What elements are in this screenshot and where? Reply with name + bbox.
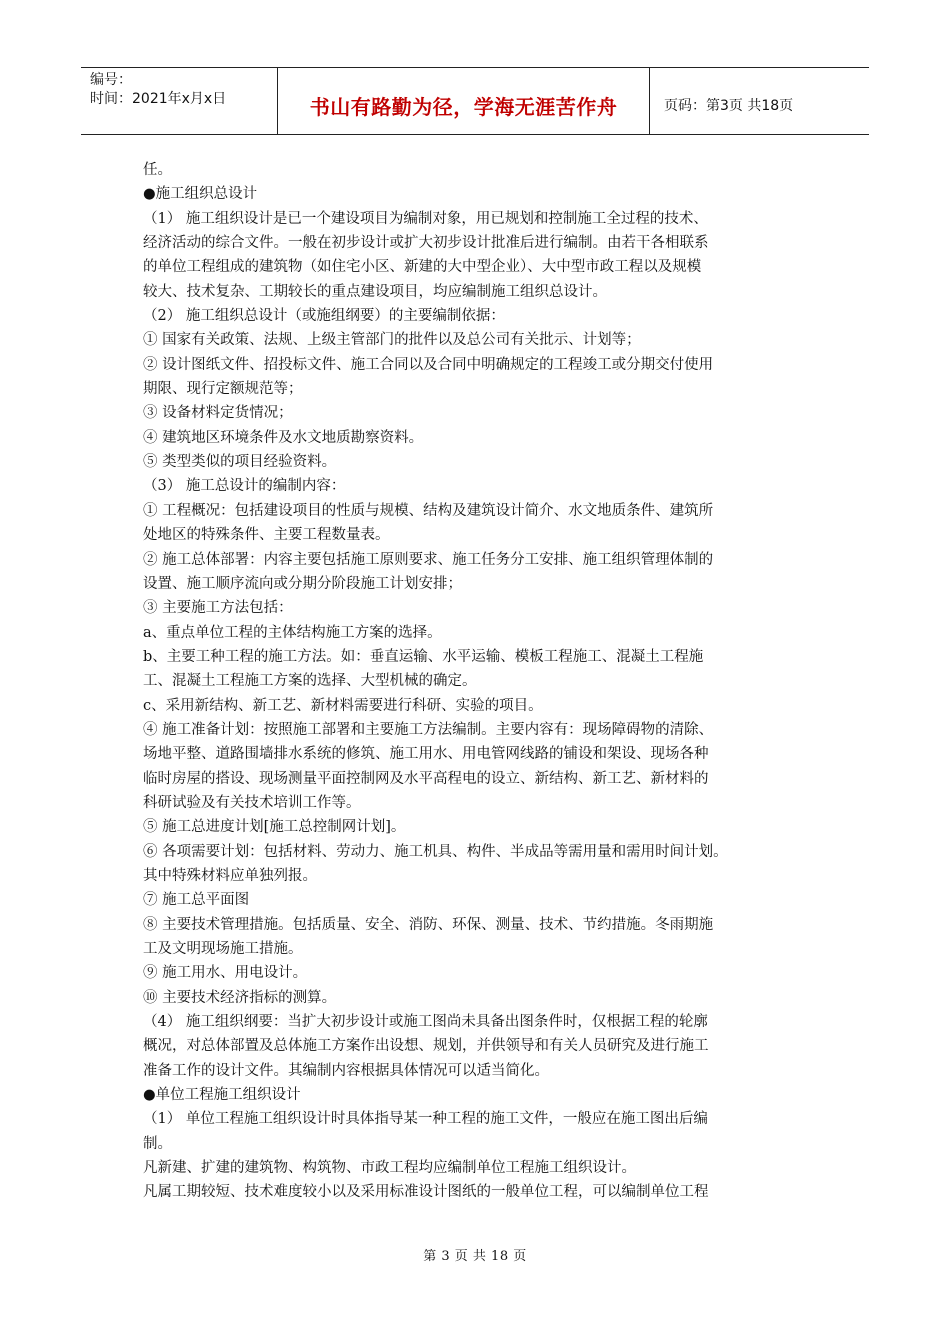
text-line: 处地区的特殊条件、主要工程数量表。 bbox=[143, 527, 390, 544]
text-line: ⑥ 各项需要计划：包括材料、劳动力、施工机具、构件、半成品等需用量和需用时间计划。 bbox=[143, 843, 728, 860]
text-line: 工、混凝土工程施工方案的选择、大型机械的确定。 bbox=[143, 673, 477, 690]
header-motto: 书山有路勤为径，学海无涯苦作舟 bbox=[278, 68, 650, 134]
text-line: （3） 施工总设计的编制内容： bbox=[143, 478, 346, 495]
text-line: ④ 施工准备计划：按照施工部署和主要施工方法编制。主要内容有：现场障碍物的清除、 bbox=[143, 721, 714, 738]
text-line: 其中特殊材料应单独列报。 bbox=[143, 867, 317, 884]
text-line: （4） 施工组织纲要：当扩大初步设计或施工图尚未具备出图条件时，仅根据工程的轮廓 bbox=[143, 1014, 708, 1031]
text-line: ② 施工总体部署：内容主要包括施工原则要求、施工任务分工安排、施工组织管理体制的 bbox=[143, 551, 714, 568]
text-line: 设置、施工顺序流向或分期分阶段施工计划安排； bbox=[143, 575, 462, 592]
text-line: ⑤ 类型类似的项目经验资料。 bbox=[143, 454, 337, 471]
text-line: ⑧ 主要技术管理措施。包括质量、安全、消防、环保、测量、技术、节约措施。冬雨期施 bbox=[143, 916, 714, 933]
text-line: （2） 施工组织总设计（或施组纲要）的主要编制依据： bbox=[143, 308, 505, 325]
text-line: 制。 bbox=[143, 1135, 172, 1152]
text-line: ●单位工程施工组织设计 bbox=[143, 1087, 301, 1104]
page-footer: 第 3 页 共 18 页 bbox=[423, 1249, 527, 1264]
text-line: ① 工程概况：包括建设项目的性质与规模、结构及建筑设计简介、水文地质条件、建筑所 bbox=[143, 502, 714, 519]
text-line: 准备工作的设计文件。其编制内容根据具体情况可以适当简化。 bbox=[143, 1062, 549, 1079]
text-line: ② 设计图纸文件、招投标文件、施工合同以及合同中明确规定的工程竣工或分期交付使用 bbox=[143, 356, 714, 373]
text-line: ③ 主要施工方法包括： bbox=[143, 600, 293, 617]
text-line: 凡新建、扩建的建筑物、构筑物、市政工程均应编制单位工程施工组织设计。 bbox=[143, 1160, 636, 1177]
text-line: ●施工组织总设计 bbox=[143, 186, 258, 203]
text-line: b、主要工种工程的施工方法。如：垂直运输、水平运输、模板工程施工、混凝土工程施 bbox=[143, 648, 704, 665]
text-line: a、重点单位工程的主体结构施工方案的选择。 bbox=[143, 624, 442, 641]
text-line: ③ 设备材料定货情况； bbox=[143, 405, 293, 422]
text-line: 期限、现行定额规范等； bbox=[143, 381, 303, 398]
page-header bbox=[81, 67, 869, 135]
header-meta bbox=[81, 68, 278, 134]
text-line: 概况，对总体部置及总体施工方案作出设想、规划，并供领导和有关人员研究及进行施工 bbox=[143, 1038, 709, 1055]
text-line: （1） 单位工程施工组织设计时具体指导某一种工程的施工文件，一般应在施工图出后编 bbox=[143, 1111, 708, 1128]
number-label: 编号： bbox=[90, 72, 132, 88]
text-line: 任。 bbox=[143, 162, 172, 178]
text-line: 的单位工程组成的建筑物（如住宅小区、新建的大中型企业）、大中型市政工程以及规模 bbox=[143, 259, 702, 276]
text-line: 经济活动的综合文件。一般在初步设计或扩大初步设计批准后进行编制。由若干各相联系 bbox=[143, 235, 709, 252]
text-line: c、采用新结构、新工艺、新材料需要进行科研、实验的项目。 bbox=[143, 697, 543, 714]
text-line: ⑤ 施工总进度计划[施工总控制网计划]。 bbox=[143, 819, 406, 836]
text-line: 科研试验及有关技术培训工作等。 bbox=[143, 794, 361, 811]
text-line: 场地平整、道路围墙排水系统的修筑、施工用水、用电管网线路的铺设和架设、现场各种 bbox=[143, 746, 709, 763]
time-label: 时间：2021年x月x日 bbox=[90, 91, 227, 107]
text-line: （1） 施工组织设计是已一个建设项目为编制对象，用已规划和控制施工全过程的技术、 bbox=[143, 210, 708, 227]
text-line: ⑨ 施工用水、用电设计。 bbox=[143, 965, 308, 982]
text-line: 工及文明现场施工措施。 bbox=[143, 941, 303, 957]
text-line: 临时房屋的搭设、现场测量平面控制网及水平高程电的设立、新结构、新工艺、新材料的 bbox=[143, 770, 709, 787]
header-page-info: 页码：第3页 共18页 bbox=[664, 98, 794, 114]
text-line: ⑦ 施工总平面图 bbox=[143, 892, 250, 909]
text-line: ① 国家有关政策、法规、上级主管部门的批件以及总公司有关批示、计划等； bbox=[143, 332, 641, 349]
document-body bbox=[143, 158, 823, 1205]
text-line: ④ 建筑地区环境条件及水文地质勘察资料。 bbox=[143, 429, 424, 446]
text-line: ⑩ 主要技术经济指标的测算。 bbox=[143, 989, 337, 1006]
text-line: 较大、技术复杂、工期较长的重点建设项目，均应编制施工组织总设计。 bbox=[143, 283, 607, 300]
text-line: 凡属工期较短、技术难度较小以及采用标准设计图纸的一般单位工程，可以编制单位工程 bbox=[143, 1184, 709, 1201]
